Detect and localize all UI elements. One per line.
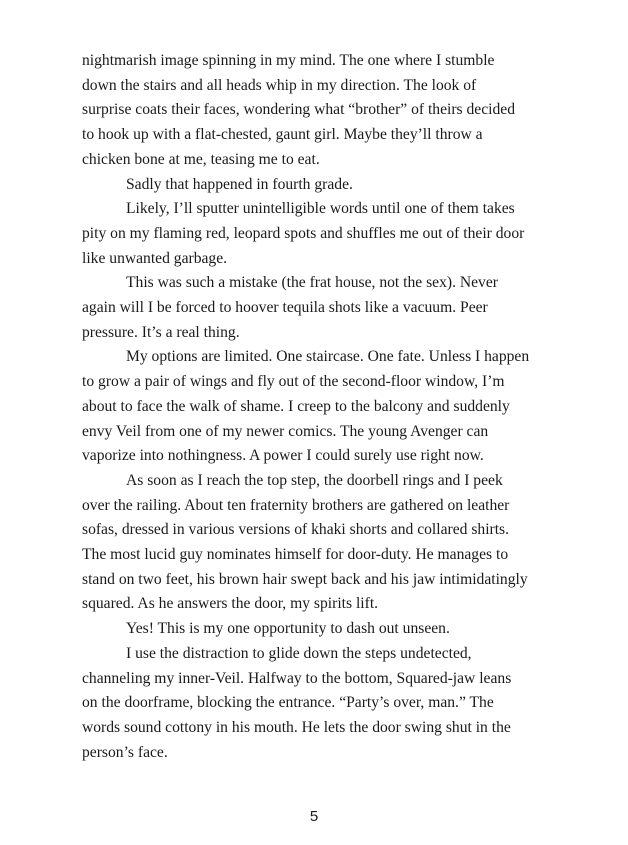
body-text [82,49,554,765]
text-line: surprise coats their faces, wondering what “brother” of theirs decided [82,101,515,119]
text-line: nightmarish image spinning in my mind. The one where I stumble [82,52,495,69]
text-line: My options are limited. One staircase. One fate. Unless I happen [126,348,530,366]
text-line: squared. As he answers the door, my spirits lift. [82,595,379,613]
text-line: on the doorframe, blocking the entrance. “Party’s over, man.” The [82,694,494,712]
text-line: pressure. It’s a real thing. [82,323,240,341]
text-line: The most lucid guy nominates himself for door-duty. He manages to [82,546,509,564]
text-line: sofas, dressed in various versions of khaki shorts and collared shirts. [82,521,510,539]
text-line: stand on two feet, his brown hair swept back and his jaw intimidatingly [82,570,528,588]
text-line: over the railing. About ten fraternity brothers are gathered on leather [82,496,510,514]
text-line: again will I be forced to hoover tequila shots like a vacuum. Peer [82,299,488,317]
text-line: pity on my flaming red, leopard spots and shuffles me out of their door [82,224,525,242]
page-number: 5 [309,808,319,825]
text-line: words sound cottony in his mouth. He lets the door swing shut in the [82,718,511,736]
text-line: As soon as I reach the top step, the doorbell rings and I peek [126,471,503,489]
text-line: channeling my inner-Veil. Halfway to the bottom, Squared-jaw leans [82,669,512,687]
text-line: Yes! This is my one opportunity to dash out unseen. [126,620,450,638]
text-line: about to face the walk of shame. I creep to the balcony and suddenly [82,397,510,415]
text-line: Sadly that happened in fourth grade. [126,175,353,193]
text-line: This was such a mistake (the frat house, not the sex). Never [126,274,498,292]
text-line: down the stairs and all heads whip in my direction. The look of [82,76,477,94]
text-line: I use the distraction to glide down the steps undetected, [126,644,472,662]
text-line: vaporize into nothingness. A power I could surely use right now. [82,447,484,465]
text-line: to hook up with a flat-chested, gaunt girl. Maybe they’ll throw a [82,126,483,144]
text-line: chicken bone at me, teasing me to eat. [82,150,320,168]
text-line: like unwanted garbage. [82,249,228,267]
text-line: Likely, I’ll sputter unintelligible words until one of them takes [126,200,515,218]
text-line: envy Veil from one of my newer comics. The young Avenger can [82,422,489,440]
text-line: to grow a pair of wings and fly out of the second-floor window, I’m [82,373,505,391]
text-line: person’s face. [82,743,168,761]
